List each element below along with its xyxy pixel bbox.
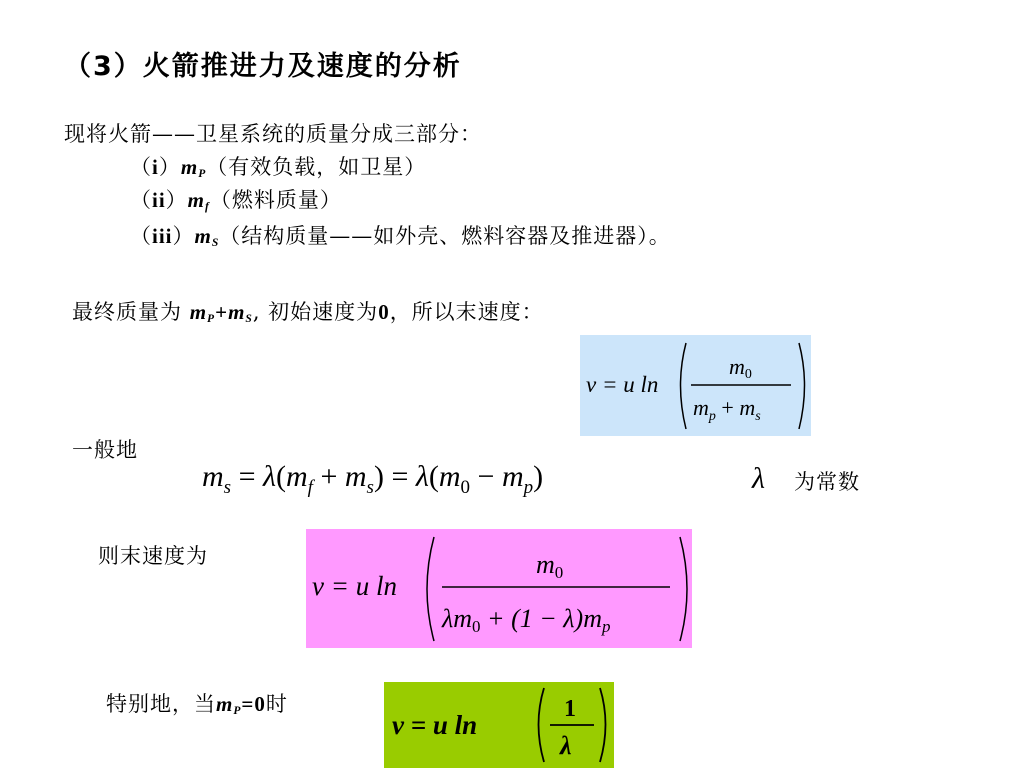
formula-4-denominator: λ <box>560 731 572 760</box>
part-close: ） <box>158 155 181 179</box>
mass-subscript: P <box>207 312 216 325</box>
part-label: i <box>152 155 159 179</box>
initial-velocity-value: 0 <box>378 300 390 324</box>
formula-1-denominator: $m_p + m_s$ <box>693 395 761 424</box>
formula-1-lhs: v = u ln <box>586 372 659 397</box>
formula-1-numerator: m0 <box>729 354 752 382</box>
general-label: 一般地 <box>72 438 138 462</box>
final-velocity-label: 则末速度为 <box>98 544 208 568</box>
special-equals-zero: =0 <box>241 692 266 716</box>
final-mass-suffix: ，所以末速度： <box>389 300 544 324</box>
formula-4-lhs: v = u ln <box>392 710 478 740</box>
formula-box-velocity-lambda <box>306 529 692 648</box>
formula-3-lhs: v = u ln <box>312 571 397 601</box>
part-mass-symbol: m <box>180 155 199 179</box>
mass-subscript: S <box>245 312 253 325</box>
final-mass-prefix: 最终质量为 <box>72 300 190 324</box>
formula-1-svg <box>580 335 811 436</box>
formula-box-special-case <box>384 682 614 768</box>
formula-4-numerator: 1 <box>564 696 576 722</box>
intro-text: 现将火箭——卫星系统的质量分成三部分： <box>64 122 482 146</box>
part-description: （有效负载，如卫星） <box>206 155 427 179</box>
formula-2-text: $m_s = \lambda(m_f + m_s) = \lambda(m_0 - m_p)$ <box>202 460 544 498</box>
formula-3-svg <box>306 529 692 648</box>
mass-symbol: m <box>228 300 246 324</box>
part-label: iii <box>152 224 173 248</box>
lambda-symbol: λ <box>752 462 765 495</box>
lambda-note: 为常数 <box>794 470 860 494</box>
part-open: （ <box>130 188 152 212</box>
part-item-structure <box>130 220 671 250</box>
part-label: ii <box>152 188 166 212</box>
part-mass-symbol: m <box>194 224 212 248</box>
part-close: ） <box>165 188 188 212</box>
part-item-fuel <box>130 184 342 214</box>
part-item-payload <box>130 151 426 181</box>
plus-sign: + <box>215 300 229 324</box>
part-mass-subscript: f <box>205 200 210 213</box>
mass-subscript: P <box>233 704 242 717</box>
part-mass-subscript: P <box>198 167 207 180</box>
part-close: ） <box>172 224 195 248</box>
formula-box-final-velocity <box>580 335 811 436</box>
final-mass-line <box>72 296 544 326</box>
formula-4-svg <box>384 682 614 768</box>
part-description: （燃料质量） <box>209 188 342 212</box>
mass-symbol: m <box>216 692 234 716</box>
special-suffix: 时 <box>265 692 288 716</box>
slide-title: （3）火箭推进力及速度的分析 <box>64 51 462 82</box>
formula-3-denominator: λm0 + (1 − λ)mp <box>442 604 611 636</box>
final-mass-middle: , 初始速度为 <box>252 300 379 324</box>
special-prefix: 特别地，当 <box>106 692 216 716</box>
part-description: （结构质量——如外壳、燃料容器及推进器）。 <box>219 224 671 248</box>
special-case-line <box>106 688 288 718</box>
formula-2-svg <box>200 450 700 510</box>
formula-structure-mass <box>200 450 700 510</box>
mass-symbol: m <box>189 300 208 324</box>
formula-3-numerator: m0 <box>536 550 564 582</box>
part-open: （ <box>130 224 152 248</box>
part-mass-symbol: m <box>187 188 206 212</box>
part-open: （ <box>130 155 152 179</box>
part-mass-subscript: S <box>211 236 220 249</box>
